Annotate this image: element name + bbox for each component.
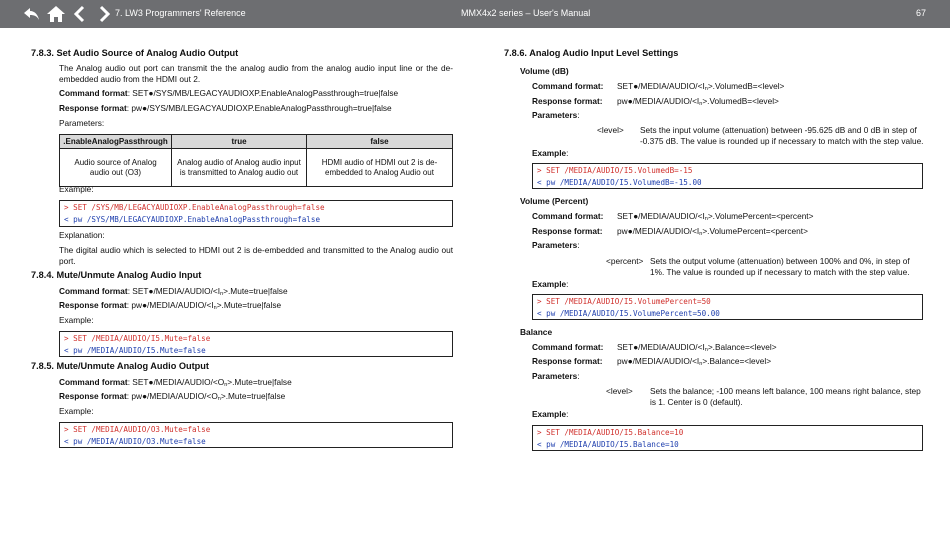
example-label: Example: xyxy=(532,409,569,419)
parameters-label: Parameters: xyxy=(59,118,105,128)
example-response: < pw /MEDIA/AUDIO/O3.Mute=false xyxy=(64,437,206,446)
parameters-table xyxy=(59,134,453,187)
nav-icons xyxy=(22,4,114,24)
heading-7-8-4: 7.8.4. Mute/Unmute Analog Audio Input xyxy=(31,270,202,280)
page-number: 67 xyxy=(915,8,926,18)
response-format-value: : pw●/SYS/MB/LEGACYAUDIOXP.EnableAnalogPassthrough=true|false xyxy=(126,103,392,113)
response-format-7-8-3 xyxy=(59,103,392,114)
command-format-7-8-4: Command format: SET●/MEDIA/AUDIO/<In>.Mute=true|false xyxy=(59,286,288,297)
example-response: < pw /SYS/MB/LEGACYAUDIOXP.EnableAnalogPassthrough=false xyxy=(64,215,321,224)
balance-heading: Balance xyxy=(520,327,553,337)
response-format-value: pw●/MEDIA/AUDIO/<In>.VolumePercent=<percent> xyxy=(617,226,808,237)
response-format-7-8-5: Response format: pw●/MEDIA/AUDIO/<On>.Mute=true|false xyxy=(59,391,286,402)
example-set-command: > SET /MEDIA/AUDIO/I5.Mute=false xyxy=(64,334,211,343)
example-set-command: > SET /MEDIA/AUDIO/O3.Mute=false xyxy=(64,425,211,434)
example-response: < pw /MEDIA/AUDIO/I5.VolumePercent=50.00 xyxy=(537,309,720,318)
example-label: Example: xyxy=(59,406,94,416)
example-code-box xyxy=(532,294,923,320)
example-label: Example: xyxy=(532,148,569,158)
next-page-icon[interactable] xyxy=(94,4,114,24)
parameters-label: Parameters: xyxy=(532,110,580,120)
table-cell: Audio source of Analog audio out (O3) xyxy=(60,149,172,187)
example-set-command: > SET /MEDIA/AUDIO/I5.VolumedB=-15 xyxy=(537,166,693,175)
response-format-value: pw●/MEDIA/AUDIO/<In>.VolumedB=<level> xyxy=(617,96,779,107)
table-cell: HDMI audio of HDMI out 2 is de-embedded to Analog Audio out xyxy=(307,149,453,187)
response-format-value: pw●/MEDIA/AUDIO/<In>.Balance=<level> xyxy=(617,356,772,367)
table-cell: Analog audio of Analog audio input is transmitted to Analog audio out xyxy=(172,149,307,187)
response-format-label: Response format: xyxy=(532,226,603,236)
command-format-value: SET●/MEDIA/AUDIO/<In>.VolumedB=<level> xyxy=(617,81,785,92)
heading-7-8-3: 7.8.3. Set Audio Source of Analog Audio Output xyxy=(31,48,239,58)
example-set-command: > SET /SYS/MB/LEGACYAUDIOXP.EnableAnalogPassthrough=false xyxy=(64,203,325,212)
response-format-label: Response format: xyxy=(532,96,603,106)
parameters-label: Parameters: xyxy=(532,371,580,381)
example-code-box xyxy=(59,200,453,227)
example-set-command: > SET /MEDIA/AUDIO/I5.VolumePercent=50 xyxy=(537,297,711,306)
example-code-box xyxy=(532,425,923,451)
section-title: 7. LW3 Programmers' Reference xyxy=(115,8,246,18)
response-format-7-8-4: Response format: pw●/MEDIA/AUDIO/<In>.Mute=true|false xyxy=(59,300,282,311)
parameters-label: Parameters: xyxy=(532,240,580,250)
manual-title: MMX4x2 series – User's Manual xyxy=(461,8,591,18)
command-format-label: Command format: xyxy=(532,211,604,221)
previous-page-icon[interactable] xyxy=(70,4,90,24)
example-code-box xyxy=(59,331,453,357)
command-format-label: Command format: xyxy=(532,342,604,352)
command-format-7-8-5: Command format: SET●/MEDIA/AUDIO/<On>.Mute=true|false xyxy=(59,377,292,388)
example-label: Example: xyxy=(59,315,94,325)
parameter-description: Sets the input volume (attenuation) between -95.625 dB and 0 dB in step of -0.375 dB. The value is rounded up if necessary to match with the step value. xyxy=(640,125,924,146)
parameter-name: <level> xyxy=(597,125,624,135)
table-header: false xyxy=(307,135,453,149)
example-label: Example: xyxy=(532,279,569,289)
home-icon[interactable] xyxy=(46,4,66,24)
command-format-label: Command format: xyxy=(532,81,604,91)
table-header: .EnableAnalogPassthrough xyxy=(60,135,172,149)
example-code-box xyxy=(532,163,923,189)
command-format-value: SET●/MEDIA/AUDIO/<In>.VolumePercent=<percent> xyxy=(617,211,814,222)
intro-7-8-3: The Analog audio out port can transmit the the analog audio from the analog audio input line or the de-embedded audio from the HDMI out 2. xyxy=(59,63,453,84)
explanation-label: Explanation: xyxy=(59,230,105,240)
header-bar xyxy=(0,0,950,28)
example-label: Example: xyxy=(59,184,94,194)
command-format-value: SET●/MEDIA/AUDIO/<In>.Balance=<level> xyxy=(617,342,777,353)
command-format-value: : SET●/SYS/MB/LEGACYAUDIOXP.EnableAnalogPassthrough=true|false xyxy=(127,88,399,98)
parameter-name: <percent> xyxy=(606,256,644,266)
volume-db-heading: Volume (dB) xyxy=(520,66,569,76)
explanation-text: The digital audio which is selected to HDMI out 2 is de-embedded and transmitted to the Analog audio out port. xyxy=(59,245,453,266)
parameter-description: Sets the output volume (attenuation) between 100% and 0%, in step of 1%. The value is rounded up if necessary to match with the step value. xyxy=(650,256,910,277)
parameter-description: Sets the balance; -100 means left balance, 100 means right balance, step is 1. Center is 0 (default). xyxy=(650,386,921,407)
response-format-label: Response format xyxy=(59,103,127,113)
back-history-icon[interactable] xyxy=(22,4,42,24)
parameter-name: <level> xyxy=(606,386,633,396)
example-response: < pw /MEDIA/AUDIO/I5.Balance=10 xyxy=(537,440,679,449)
command-format-label: Command format xyxy=(59,88,128,98)
command-format-7-8-3 xyxy=(59,88,398,99)
example-response: < pw /MEDIA/AUDIO/I5.Mute=false xyxy=(64,346,206,355)
heading-7-8-5: 7.8.5. Mute/Unmute Analog Audio Output xyxy=(31,361,209,371)
example-code-box xyxy=(59,422,453,448)
table-header: true xyxy=(172,135,307,149)
heading-7-8-6: 7.8.6. Analog Audio Input Level Settings xyxy=(504,48,679,58)
response-format-label: Response format: xyxy=(532,356,603,366)
example-response: < pw /MEDIA/AUDIO/I5.VolumedB=-15.00 xyxy=(537,178,702,187)
volume-percent-heading: Volume (Percent) xyxy=(520,196,589,206)
example-set-command: > SET /MEDIA/AUDIO/I5.Balance=10 xyxy=(537,428,684,437)
